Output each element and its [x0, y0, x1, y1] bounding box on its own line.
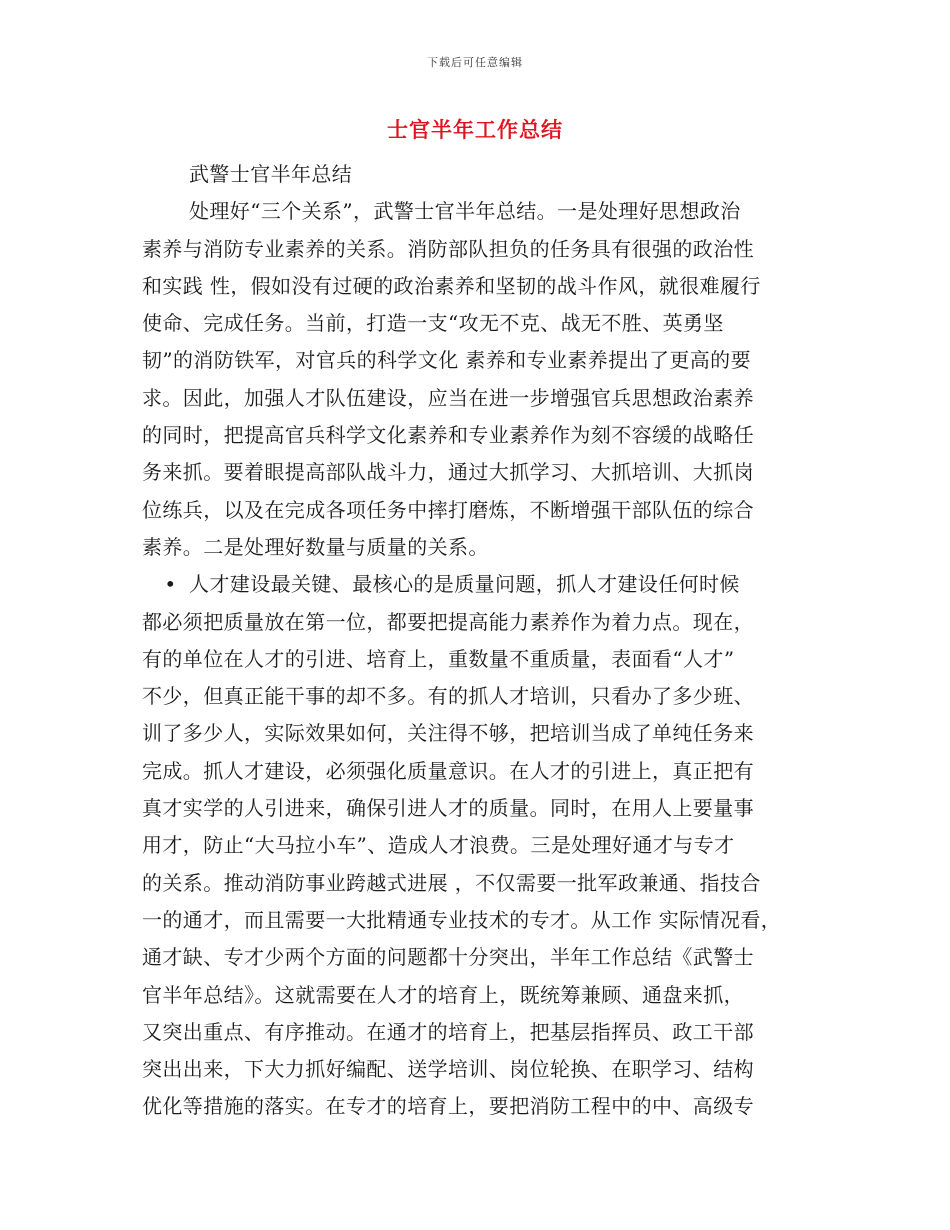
paragraph-line: 官半年总结》。这就需要在人才的培育上，既统筹兼顾、通盘来抓， [142, 982, 744, 1007]
document-title: 士官半年工作总结 [387, 117, 563, 142]
header-note: 下载后可任意编辑 [427, 56, 523, 69]
paragraph-line: 素养与消防专业素养的关系。消防部队担负的任务具有很强的政治性 [142, 236, 754, 261]
paragraph-line: 训了多少人，实际效果如何，关注得不够，把培训当成了单纯任务来 [142, 721, 754, 746]
paragraph-line: 突出出来，下大力抓好编配、送学培训、岗位轮换、在职学习、结构 [142, 1057, 754, 1082]
paragraph-line: 都必须把质量放在第一位，都要把提高能力素养作为着力点。现在， [142, 609, 754, 634]
paragraph-line: 处理好“三个关系”，武警士官半年总结。一是处理好思想政治 [189, 199, 741, 224]
bullet-icon: • [164, 572, 177, 597]
paragraph-line: 又突出重点、有序推动。在通才的培育上，把基层指挥员、政工干部 [142, 1019, 754, 1044]
paragraph-line: 完成。抓人才建设，必须强化质量意识。在人才的引进上，真正把有 [142, 758, 754, 783]
paragraph-line: 用才，防止“大马拉小车”、造成人才浪费。三是处理好通才与专才 [142, 833, 735, 858]
paragraph-line: 的关系。推动消防事业跨越式进展 ，不仅需要一批军政兼通、指技合 [142, 870, 761, 895]
paragraph-line: 求。因此，加强人才队伍建设，应当在进一步增强官兵思想政治素养 [142, 385, 754, 410]
paragraph-line: 使命、完成任务。当前，打造一支“攻无不克、战无不胜、英勇坚 [142, 311, 724, 336]
bullet-text: 人才建设最关键、最核心的是质量问题，抓人才建设任何时候 [189, 572, 740, 597]
paragraph-line: 通才缺、专才少两个方面的问题都十分突出，半年工作总结《武警士 [142, 945, 754, 970]
paragraph-line: 真才实学的人引进来，确保引进人才的质量。同时，在用人上要量事 [142, 796, 754, 821]
paragraph-line: 素养。二是处理好数量与质量的关系。 [142, 534, 489, 559]
subtitle: 武警士官半年总结 [189, 162, 353, 186]
paragraph-line: 优化等措施的落实。在专才的培育上，要把消防工程中的中、高级专 [142, 1094, 754, 1119]
paragraph-line: 的同时，把提高官兵科学文化素养和专业素养作为刻不容缓的战略任 [142, 423, 754, 448]
paragraph-line: 和实践 性，假如没有过硬的政治素养和坚韧的战斗作风，就很难履行 [142, 273, 761, 298]
paragraph-line: 务来抓。要着眼提高部队战斗力，通过大抓学习、大抓培训、大抓岗 [142, 460, 754, 485]
paragraph-line: 位练兵，以及在完成各项任务中摔打磨炼，不断增强干部队伍的综合 [142, 497, 754, 522]
bullet-paragraph-line [142, 566, 817, 603]
document-body [142, 156, 817, 1126]
paragraph-line: 韧”的消防铁军，对官兵的科学文化 素养和专业素养提出了更高的要 [142, 348, 751, 373]
paragraph-line: 有的单位在人才的引进、培育上，重数量不重质量，表面看“人才” [142, 646, 735, 671]
paragraph-line: 不少，但真正能干事的却不多。有的抓人才培训，只看办了多少班、 [142, 684, 754, 709]
paragraph-line: 一的通才，而且需要一大批精通专业技术的专才。从工作 实际情况看， [142, 907, 782, 932]
